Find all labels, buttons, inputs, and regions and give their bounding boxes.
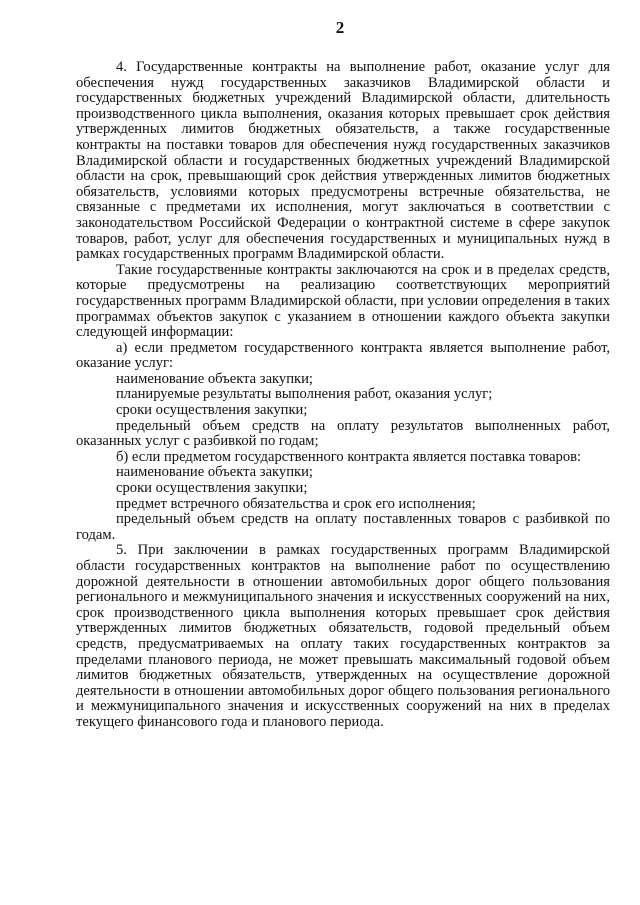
clause-b-item: наименование объекта закупки; xyxy=(116,464,313,481)
clause-a-item: сроки осуществления закупки; xyxy=(116,402,308,419)
clause-b-item: предмет встречного обязательства и срок его исполнения; xyxy=(116,495,476,512)
clause-b-item: предельный объем средств на оплату поставленных товаров с разбивкой по годам. xyxy=(76,511,610,543)
clause-a-item: наименование объекта закупки; xyxy=(116,370,313,387)
page-number: 2 xyxy=(335,18,345,37)
clause-a-item: планируемые результаты выполнения работ, оказания услуг; xyxy=(116,386,493,403)
clause-b-item: сроки осуществления закупки; xyxy=(116,480,308,497)
paragraph-4: 4. Государственные контракты на выполнение работ, оказание услуг для обеспечения нужд государственных заказчиков Владимирской области и государственных бюджетных учреждений Владимирской области, длительность производственного цикла выполнения, оказания которых превышает срок действия утвержденных лимитов бюджетных обязательств, а также государственные контракты на поставки товаров для обеспечения нужд государственных заказчиков Владимирской области и государственных бюджетных учреждений Владимирской области на срок, превышающий срок действия утвержденных лимитов бюджетных обязательств, условиями которых предусмотрены встречные обязательства, не связанные с предметами их исполнения, могут заключаться в соответствии с законодательством Российской Федерации о контрактной системе в сфере закупок товаров, работ, услуг для обеспечения государственных и муниципальных нужд в рамках государственных программ Владимирской области. xyxy=(76,59,610,263)
clause-a-item: предельный объем средств на оплату результатов выполненных работ, оказанных услуг с разбивкой по годам; xyxy=(76,417,610,450)
clause-b-heading: б) если предметом государственного контракта является поставка товаров: xyxy=(116,448,582,465)
paragraph-5: 5. При заключении в рамках государственных программ Владимирской области государственных контрактов на выполнение работ по осуществлению дорожной деятельности в отношении автомобильных дорог общего пользования регионального и межмуниципального значения и искусственных сооружений на них, срок производственного цикла выполнения которых превышает срок действия утвержденных лимитов бюджетных обязательств, годовой предельный объем средств, предусматриваемых на оплату таких государственных контрактов за пределами планового периода, не может превышать максимальный годовой объем лимитов бюджетных обязательств, утвержденных на осуществление дорожной деятельности в отношении автомобильных дорог общего пользования регионального и межмуниципального значения и искусственных сооружений на них в пределах текущего финансового года и планового периода. xyxy=(76,542,610,730)
document-body xyxy=(76,60,610,731)
paragraph-conclusion-terms: Такие государственные контракты заключаются на срок и в пределах средств, которые предусмотрены на реализацию соответствующих мероприятий государственных программ Владимирской области, при условии определения в таких программах объектов закупок с указанием в отношении каждого объекта закупки следующей информации: xyxy=(76,261,610,341)
clause-a-heading: а) если предметом государственного контракта является выполнение работ, оказание услуг: xyxy=(76,339,610,372)
